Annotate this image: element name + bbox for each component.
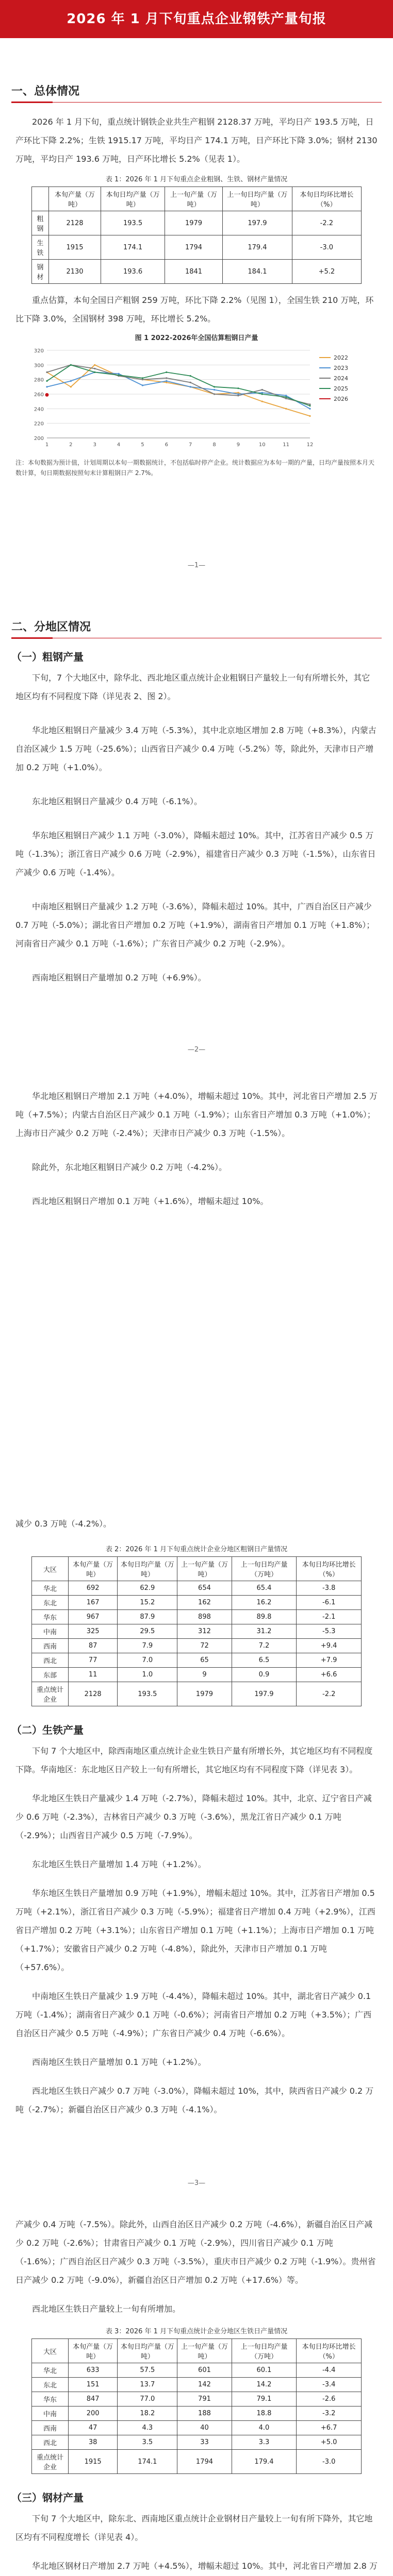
table-header-cell: 本旬日均环比增长（%） xyxy=(297,2339,362,2363)
table-cell: 15.2 xyxy=(118,1596,177,1610)
data-point xyxy=(237,393,239,395)
table-cell: -3.0 xyxy=(292,235,361,260)
table-cell: 3.5 xyxy=(118,2435,177,2450)
data-point xyxy=(214,393,215,395)
crude-p1: 下旬，7 个大地区中，除华北、西北地区重点统计企业粗钢日产量较上一旬有所增长外，其它地区均有不同程度下降（详见表 2、图 2）。 xyxy=(15,673,370,701)
y-tick-label: 220 xyxy=(34,421,44,427)
data-point xyxy=(237,392,239,394)
data-point xyxy=(94,371,95,373)
table-cell: 3.3 xyxy=(232,2435,297,2450)
table-cell: 151 xyxy=(68,2378,117,2392)
data-point xyxy=(237,387,239,389)
table-cell: -2.2 xyxy=(292,211,361,235)
table-cell: 18.8 xyxy=(232,2406,297,2421)
table-row xyxy=(32,1581,362,1596)
table-cell: 193.6 xyxy=(101,260,165,284)
table-row xyxy=(32,1668,362,1682)
data-point xyxy=(45,393,49,397)
table-cell: 325 xyxy=(68,1624,117,1639)
pig-p6: 西南地区生铁日产量增加 0.1 万吨（+1.2%）。 xyxy=(32,2057,206,2067)
table-cell: 中南 xyxy=(32,1624,69,1639)
table-cell: 72 xyxy=(177,1639,232,1653)
table-row xyxy=(32,211,362,235)
crude-p7: 华北地区粗钢日产增加 2.1 万吨（+4.0%），增幅未超过 10%。其中，河北省日产增加 2.5 万吨（+7.5%）；内蒙古自治区日产减少 0.1 万吨（-1.9%）；山东省日产增加 0.3 万吨（+1.0%）；上海市日产减少 0.2 万吨（-2.4%）；天津市日产减少 0.3 万吨（-1.5%）。 xyxy=(15,1091,378,1138)
table-header-cell: 上一旬日均产量（万吨） xyxy=(232,2339,297,2363)
table-header-cell: 本旬日均环比增长（%） xyxy=(292,187,361,211)
table-cell: 65.4 xyxy=(232,1581,297,1596)
chart-caption: 图 1 2022-2026年全国估算粗钢日产量 xyxy=(135,334,258,342)
legend-label: 2025 xyxy=(334,385,348,392)
data-point xyxy=(118,375,119,376)
table-cell: 33 xyxy=(177,2435,232,2450)
table-cell: 692 xyxy=(68,1581,117,1596)
table-row xyxy=(32,260,362,284)
crude-p3: 东北地区粗钢日产量减少 0.4 万吨（-6.1%）。 xyxy=(32,796,203,806)
x-tick-label: 5 xyxy=(141,442,144,448)
y-tick-label: 280 xyxy=(34,377,44,383)
overall-paragraph: 2026 年 1 月下旬，重点统计钢铁企业共生产粗钢 2128.37 万吨，平均日产 193.5 万吨，日产环比下降 2.2%；生铁 1915.17 万吨，平均日产 174.1 万吨，日产环比下降 3.0%；钢材 2130 万吨，平均日产 193.6 万吨，日产环比增长 5.2%（见表 1）。 xyxy=(15,117,378,164)
table-cell: 7.0 xyxy=(118,1653,177,1668)
table-header-row xyxy=(32,2339,362,2363)
table-header-cell: 本旬日均产量（万吨） xyxy=(101,187,165,211)
table-row xyxy=(32,2406,362,2421)
report-title: 2026 年 1 月下旬重点企业钢铁产量旬报 xyxy=(0,0,393,38)
series-line xyxy=(47,365,310,416)
data-point xyxy=(118,373,119,375)
table-cell: 47 xyxy=(68,2421,117,2435)
y-tick-label: 300 xyxy=(34,363,44,369)
data-point xyxy=(166,380,167,382)
table-row xyxy=(32,1639,362,1653)
pig-p9: 西北地区生铁日产量较上一旬有所增加。 xyxy=(32,2304,181,2314)
table-cell: 7.9 xyxy=(118,1639,177,1653)
data-point xyxy=(214,386,215,387)
table-cell: 1794 xyxy=(177,2450,232,2474)
table-cell: 847 xyxy=(68,2392,117,2406)
table-header-cell: 本旬日均产量（万吨） xyxy=(118,1557,177,1581)
table-cell: 西北 xyxy=(32,1653,69,1668)
table1-caption: 表 1：2026 年 1 月下旬重点企业粗钢、生铁、钢材产量情况 xyxy=(105,176,288,183)
table-cell: 174.1 xyxy=(101,235,165,260)
table-row xyxy=(32,1610,362,1624)
x-tick-label: 6 xyxy=(165,442,169,448)
table-cell: -2.2 xyxy=(297,1682,362,1706)
table-cell: 87 xyxy=(68,1639,117,1653)
table-cell: 89.8 xyxy=(232,1610,297,1624)
table-cell: 65 xyxy=(177,1653,232,1668)
table-cell: +6.6 xyxy=(297,1668,362,1682)
x-tick-label: 11 xyxy=(283,442,290,448)
table-cell: 87.9 xyxy=(118,1610,177,1624)
overall-note: 注：本旬数据为预计值，计划周期以本旬一期数据统计，不包括临时停产企业。统计数据应为本旬一期的产量，日均产量按照本月天数计算，旬日期数据按照旬末计算粗钢日产 2.7%。 xyxy=(15,459,375,477)
table-cell: 0.9 xyxy=(232,1668,297,1682)
data-point xyxy=(70,386,72,387)
data-point xyxy=(309,403,310,405)
pig-heading: （二）生铁产量 xyxy=(11,1724,84,1736)
section-overall-heading: 一、总体情况 xyxy=(11,85,80,98)
data-point xyxy=(190,382,191,383)
series-line xyxy=(47,372,310,409)
crude-p4: 华东地区粗钢日产减少 1.1 万吨（-3.0%），降幅未超过 10%。其中，江苏省日产减少 0.5 万吨（-1.3%）；浙江省日产减少 0.6 万吨（-2.9%），福建省日产减少 0.3 万吨（-1.5%），山东省日产减少 0.6 万吨（-1.4%）。 xyxy=(15,831,376,877)
table-cell: 4.0 xyxy=(232,2421,297,2435)
table-cell: 179.4 xyxy=(223,235,292,260)
page-number: —1— xyxy=(187,562,206,569)
table-cell: 77.0 xyxy=(118,2392,177,2406)
table-cell: 13.7 xyxy=(118,2378,177,2392)
table-cell: 9 xyxy=(177,1668,232,1682)
table-cell: -3.4 xyxy=(297,2378,362,2392)
crude-p2: 华北地区粗钢日产量减少 3.4 万吨（-5.3%），其中北京地区增加 2.8 万吨（+8.3%），内蒙古自治区减少 1.5 万吨（-25.6%）；山西省日产减少 0.4 万吨（-5.2%）等，除此外，天津市日产增加 0.2 万吨（+1.0%）。 xyxy=(15,725,376,772)
crude-p10: 减少 0.3 万吨（-4.2%）。 xyxy=(15,1519,112,1529)
table-cell: -3.8 xyxy=(297,1581,362,1596)
table-cell: 654 xyxy=(177,1581,232,1596)
table-cell: 4.3 xyxy=(118,2421,177,2435)
crude-p5: 中南地区粗钢日产量减少 1.2 万吨（-3.6%），降幅未超过 10%。其中，广西自治区日产减少 0.7 万吨（-5.0%）；湖北省日产增加 0.2 万吨（+1.9%），湖南省日产增加 0.1 万吨（+1.8%）；河南省日产减少 0.1 万吨（-1.6%）；广东省日产减少 0.2 万吨（-2.9%）。 xyxy=(15,902,375,948)
data-point xyxy=(285,396,287,398)
table-cell: 11 xyxy=(68,1668,117,1682)
table-cell: 174.1 xyxy=(118,2450,177,2474)
pig-p3: 东北地区生铁日产量增加 1.4 万吨（+1.2%）。 xyxy=(32,1859,206,1869)
table-header-cell: 上一旬产量（万吨） xyxy=(165,187,222,211)
table-cell: 79.1 xyxy=(232,2392,297,2406)
table-cell: 601 xyxy=(177,2363,232,2378)
data-point xyxy=(70,364,72,366)
table-header-cell: 大区 xyxy=(32,1557,69,1581)
table-cell: 7.2 xyxy=(232,1639,297,1653)
legend-label: 2024 xyxy=(334,375,348,382)
table-header-cell: 上一旬日均产量（万吨） xyxy=(232,1557,297,1581)
pig-p7: 西北地区生铁日产减少 0.7 万吨（-3.0%），降幅未超过 10%，其中，陕西省日产减少 0.2 万吨（-2.7%）；新疆自治区日产减少 0.3 万吨（-4.1%）。 xyxy=(15,2086,374,2114)
table-cell: 57.5 xyxy=(118,2363,177,2378)
table-row xyxy=(32,2392,362,2406)
table-cell: 2128 xyxy=(48,211,101,235)
table-cell: 162 xyxy=(177,1596,232,1610)
crude-heading: （一）粗钢产量 xyxy=(11,651,84,663)
table-cell: 1794 xyxy=(165,235,222,260)
table-row xyxy=(32,2450,362,2474)
table-cell: -5.3 xyxy=(297,1624,362,1639)
data-point xyxy=(261,393,263,395)
table-cell: 184.1 xyxy=(223,260,292,284)
data-point xyxy=(261,401,263,402)
table2 xyxy=(31,1556,362,1706)
y-tick-label: 320 xyxy=(34,348,44,354)
table-header-cell: 本旬产量（万吨） xyxy=(68,1557,117,1581)
table-cell: -3.0 xyxy=(297,2450,362,2474)
data-point xyxy=(214,389,215,391)
table-cell: +5.0 xyxy=(297,2435,362,2450)
data-point xyxy=(285,395,287,396)
table-cell: 197.9 xyxy=(232,1682,297,1706)
table-cell: 1979 xyxy=(177,1682,232,1706)
table-cell: 6.5 xyxy=(232,1653,297,1668)
data-point xyxy=(46,380,47,382)
data-point xyxy=(166,382,167,383)
table-cell: -4.4 xyxy=(297,2363,362,2378)
data-point xyxy=(309,415,310,417)
table-cell: 1915 xyxy=(48,235,101,260)
table-header-cell: 上一旬产量（万吨） xyxy=(177,2339,232,2363)
table-cell: 1841 xyxy=(165,260,222,284)
table-cell: 重点统计企业 xyxy=(32,2450,69,2474)
legend-label: 2022 xyxy=(334,354,348,361)
x-tick-label: 4 xyxy=(117,442,121,448)
x-tick-label: 9 xyxy=(236,442,240,448)
table-cell: 粗钢 xyxy=(32,211,49,235)
table-cell: 西南 xyxy=(32,2421,69,2435)
legend-label: 2026 xyxy=(334,396,348,402)
table-row xyxy=(32,2378,362,2392)
table-cell: 钢材 xyxy=(32,260,49,284)
table-row xyxy=(32,1596,362,1610)
data-point xyxy=(142,379,143,380)
crude-steel-daily-chart xyxy=(26,344,367,452)
data-point xyxy=(309,408,310,410)
x-tick-label: 10 xyxy=(258,442,266,448)
table-cell: +6.7 xyxy=(297,2421,362,2435)
x-tick-label: 1 xyxy=(45,442,49,448)
table-cell: 197.9 xyxy=(223,211,292,235)
table-cell: +5.2 xyxy=(292,260,361,284)
table-cell: 60.1 xyxy=(232,2363,297,2378)
data-point xyxy=(46,386,47,387)
table-row xyxy=(32,235,362,260)
data-point xyxy=(285,408,287,410)
data-point xyxy=(190,386,191,387)
table-cell: +9.4 xyxy=(297,1639,362,1653)
x-tick-label: 3 xyxy=(93,442,96,448)
table-cell: 898 xyxy=(177,1610,232,1624)
table-header-cell: 上一旬日均产量（万吨） xyxy=(223,187,292,211)
table-row xyxy=(32,2363,362,2378)
pig-p8: 产减少 0.4 万吨（-7.5%）。除此外，山西自治区日产减少 0.2 万吨（-4.6%），新疆自治区日产减少 0.2 万吨（-2.6%）；甘肃省日产减少 0.1 万吨（-2.9%），四川省日产减少 0.1 万吨（-1.6%）；广西自治区日产减少 0.3 万吨（-3.5%），重庆市日产减少 0.2 万吨（-1.9%）。贵州省日产减少 0.2 万吨（-9.0%），新疆自治区日产增加 0.2 万吨（+17.6%）等。 xyxy=(15,2219,376,2285)
steel-heading: （三）钢材产量 xyxy=(11,2492,84,2504)
data-point xyxy=(142,377,143,379)
table-row xyxy=(32,1653,362,1668)
pig-p5: 中南地区生铁日产量减少 1.9 万吨（-4.4%），降幅未超过 10%。其中，湖北省日产减少 0.1 万吨（-1.4%）；湖南省日产减少 0.1 万吨（-0.6%）；河南省日产增加 0.2 万吨（+3.5%）；广西自治区日产减少 0.5 万吨（-4.9%）；广东省日产减少 0.4 万吨（-6.6%）。 xyxy=(15,1991,372,2038)
table-cell: 东部 xyxy=(32,1668,69,1682)
y-tick-label: 260 xyxy=(34,392,44,398)
table-cell: 东北 xyxy=(32,2378,69,2392)
table-cell: +7.9 xyxy=(297,1653,362,1668)
table-header-cell: 本旬产量（万吨） xyxy=(48,187,101,211)
data-point xyxy=(261,389,263,391)
pig-p2: 华北地区生铁日产量减少 1.4 万吨（-2.7%），降幅未超过 10%。其中，北京、辽宁省日产减少 0.6 万吨（-2.3%），吉林省日产减少 0.3 万吨（-3.6%），黑龙江省日产减少 0.1 万吨（-2.9%）；山西省日产减少 0.5 万吨（-7.9%）。 xyxy=(15,1793,372,1840)
table-cell: 312 xyxy=(177,1624,232,1639)
crude-p8: 除此外，东北地区粗钢日产减少 0.2 万吨（-4.2%）。 xyxy=(32,1162,227,1172)
x-tick-label: 12 xyxy=(306,442,314,448)
table-cell: 38 xyxy=(68,2435,117,2450)
table-header-cell: 本旬日均产量（万吨） xyxy=(118,2339,177,2363)
table-cell: 167 xyxy=(68,1596,117,1610)
pig-p1: 下旬 7 个大地区中，除西南地区重点统计企业生铁日产量有所增长外，其它地区均有不同程度下降。华南地区：东北地区日产较上一旬有所增长，其它地区均有不同程度下降（详见表 3）。 xyxy=(15,1746,373,1774)
table-cell: 1915 xyxy=(68,2450,117,2474)
table-cell: 华北 xyxy=(32,2363,69,2378)
table-cell: 142 xyxy=(177,2378,232,2392)
table-header-cell xyxy=(32,187,49,211)
data-point xyxy=(166,377,167,379)
table-row xyxy=(32,1682,362,1706)
table-cell: 179.4 xyxy=(232,2450,297,2474)
data-point xyxy=(261,392,263,394)
table-cell: 967 xyxy=(68,1610,117,1624)
data-point xyxy=(190,375,191,377)
crude-p6: 西南地区粗钢日产量增加 0.2 万吨（+6.9%）。 xyxy=(32,973,206,982)
data-point xyxy=(166,371,167,373)
pig-p4: 华东地区生铁日产量增加 0.9 万吨（+1.9%），增幅未超过 10%。其中，江苏省日产增加 0.5 万吨（+2.1%），浙江省日产减少 0.3 万吨（-5.9%）；福建省日产增加 0.4 万吨（+2.9%），江西省日产增加 0.2 万吨（+3.1%）；山东省日产增加 0.1 万吨（+1.1%）；上海市日产增加 0.1 万吨（+1.7%）；安徽省日产减少 0.2 万吨（-4.8%），除此外，天津市日产增加 0.1 万吨（+57.6%）。 xyxy=(15,1888,375,1972)
crude-p9: 西北地区粗钢日产增加 0.1 万吨（+1.6%），增幅未超过 10%。 xyxy=(32,1196,269,1206)
table-cell: 华东 xyxy=(32,1610,69,1624)
table-cell: -2.1 xyxy=(297,1610,362,1624)
series-line xyxy=(47,365,310,405)
table-cell: 生铁 xyxy=(32,235,49,260)
data-point xyxy=(237,395,239,396)
data-point xyxy=(94,368,95,369)
table-cell: 东北 xyxy=(32,1596,69,1610)
data-point xyxy=(94,364,95,366)
table-cell: 华北 xyxy=(32,1581,69,1596)
table-cell: 791 xyxy=(177,2392,232,2406)
page-number: —3— xyxy=(187,2179,206,2187)
table-cell: 29.5 xyxy=(118,1624,177,1639)
table-cell: 193.5 xyxy=(101,211,165,235)
table-cell: 193.5 xyxy=(118,1682,177,1706)
table-header-cell: 本旬日均环比增长（%） xyxy=(297,1557,362,1581)
table-header-row xyxy=(32,187,362,211)
table-header-cell: 上一旬产量（万吨） xyxy=(177,1557,232,1581)
table-header-row xyxy=(32,1557,362,1581)
table-cell: 77 xyxy=(68,1653,117,1668)
table-header-cell: 本旬产量（万吨） xyxy=(68,2339,117,2363)
x-tick-label: 8 xyxy=(212,442,216,448)
table-cell: 40 xyxy=(177,2421,232,2435)
table-row xyxy=(32,1624,362,1639)
data-point xyxy=(46,371,47,373)
table-cell: 633 xyxy=(68,2363,117,2378)
x-tick-label: 2 xyxy=(69,442,73,448)
table-cell: 西北 xyxy=(32,2435,69,2450)
table-cell: 2130 xyxy=(48,260,101,284)
table-cell: 16.2 xyxy=(232,1596,297,1610)
table-cell: 18.2 xyxy=(118,2406,177,2421)
y-tick-label: 240 xyxy=(34,406,44,413)
table-cell: 1.0 xyxy=(118,1668,177,1682)
table-cell: 31.2 xyxy=(232,1624,297,1639)
steel-p1: 下旬 7 个大地区中，除东北、西南地区重点统计企业钢材日产量较上一旬有所下降外，其它地区均有不同程度增长（详见表 4）。 xyxy=(15,2514,373,2542)
table-cell: 200 xyxy=(68,2406,117,2421)
data-point xyxy=(70,380,72,382)
section-region-heading: 二、分地区情况 xyxy=(11,621,91,634)
table-cell: -2.6 xyxy=(297,2392,362,2406)
table-cell: 14.2 xyxy=(232,2378,297,2392)
table-cell: 1979 xyxy=(165,211,222,235)
data-point xyxy=(285,398,287,399)
data-point xyxy=(142,384,143,386)
x-tick-label: 7 xyxy=(188,442,192,448)
y-tick-label: 200 xyxy=(34,436,44,442)
table3-caption: 表 3：2026 年 1 月下旬重点统计企业分地区生铁日产量情况 xyxy=(105,2328,288,2335)
table2-caption: 表 2：2026 年 1 月下旬重点统计企业分地区粗钢日产量情况 xyxy=(105,1546,288,1553)
table-cell: -3.2 xyxy=(297,2406,362,2421)
table-row xyxy=(32,2421,362,2435)
table1 xyxy=(31,187,362,284)
table-cell: 62.9 xyxy=(118,1581,177,1596)
table-cell: 中南 xyxy=(32,2406,69,2421)
table-cell: 华东 xyxy=(32,2392,69,2406)
table-row xyxy=(32,2435,362,2450)
table3 xyxy=(31,2338,362,2474)
table-header-cell: 大区 xyxy=(32,2339,69,2363)
table-cell: 2128 xyxy=(68,1682,117,1706)
steel-p2: 华北地区钢材日产增加 2.7 万吨（+4.5%），增幅未超过 10%。其中，河北省日产增加 2.8 万 xyxy=(32,2561,378,2571)
table-cell: -6.1 xyxy=(297,1596,362,1610)
table-cell: 重点统计企业 xyxy=(32,1682,69,1706)
heading-rule xyxy=(11,102,382,103)
data-point xyxy=(309,405,310,406)
legend-label: 2023 xyxy=(334,365,348,371)
overall-paragraph2: 重点估算，本旬全国日产粗钢 259 万吨，环比下降 2.2%（见图 1），全国生铁 210 万吨，环比下降 3.0%，全国钢材 398 万吨，环比增长 5.2%。 xyxy=(15,295,374,324)
table-cell: 188 xyxy=(177,2406,232,2421)
page-number: —2— xyxy=(187,1046,206,1054)
table-cell: 西南 xyxy=(32,1639,69,1653)
